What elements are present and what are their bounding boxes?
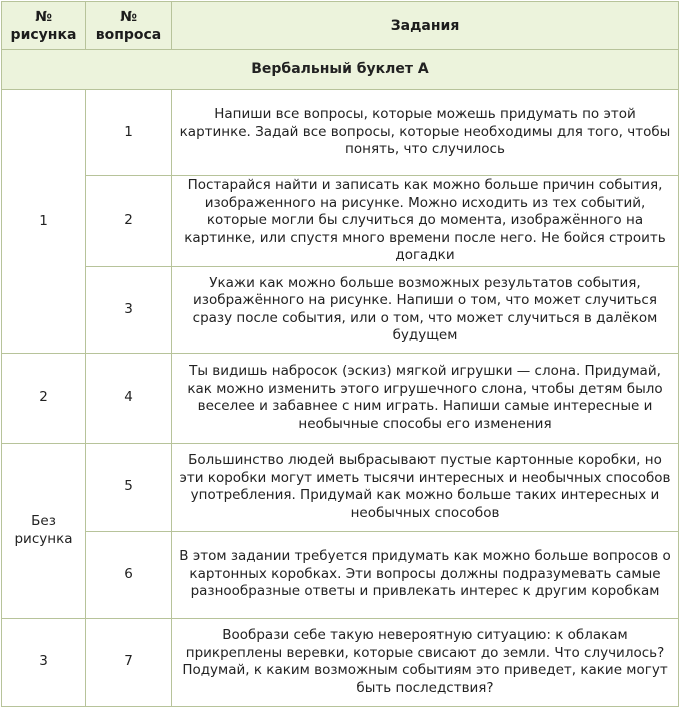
- header-tasks: Задания: [172, 2, 679, 50]
- table-row: [2, 266, 679, 353]
- task-text-cell: В этом задании требуется придумать как можно больше вопросов о картонных коробках. Эти вопросы должны подразумевать самые разнообразные ответы и привлекать интерес к другим коробкам: [172, 531, 679, 618]
- question-number-cell: 3: [86, 266, 172, 353]
- task-text-cell: Ты видишь набросок (эскиз) мягкой игрушки — слона. Придумай, как можно изменить этого игрушечного слона, чтобы детям было веселее и забавнее с ним играть. Напиши самые интересные и необычные способы его изменения: [172, 353, 679, 443]
- header-question-number: № вопроса: [86, 2, 172, 50]
- section-title: Вербальный буклет А: [2, 50, 679, 90]
- section-row: [2, 50, 679, 90]
- task-text-cell: Постарайся найти и записать как можно больше причин события, изображенного на рисунке. Можно исходить из тех событий, которые могли бы случиться до момента, изображённого на картинке, или спустя много времени после него. Не бойся строить догадки: [172, 176, 679, 267]
- header-row: [2, 2, 679, 50]
- task-text-cell: Укажи как можно больше возможных результатов события, изображённого на рисунке. Напиши о том, что может случиться сразу после события, или о том, что может случиться в далёком будущем: [172, 266, 679, 353]
- question-number-cell: 7: [86, 618, 172, 706]
- task-text-cell: Вообрази себе такую невероятную ситуацию: к облакам прикреплены веревки, которые свисают до земли. Что случилось? Подумай, к каким возможным событиям это приведет, какие могут быть последствия?: [172, 618, 679, 706]
- table-row: [2, 90, 679, 176]
- question-number-cell: 4: [86, 353, 172, 443]
- task-text-cell: Большинство людей выбрасывают пустые картонные коробки, но эти коробки могут иметь тысячи интересных и необычных способов употребления. Придумай как можно больше таких интересных и необычных способов: [172, 443, 679, 531]
- header-figure-number: № рисунка: [2, 2, 86, 50]
- table-row: [2, 618, 679, 706]
- figure-number-cell: 1: [2, 90, 86, 354]
- table-row: [2, 353, 679, 443]
- tasks-table: [1, 1, 679, 707]
- table-row: [2, 443, 679, 531]
- figure-number-cell: 2: [2, 353, 86, 443]
- task-text-cell: Напиши все вопросы, которые можешь придумать по этой картинке. Задай все вопросы, которые необходимы для того, чтобы понять, что случилось: [172, 90, 679, 176]
- question-number-cell: 6: [86, 531, 172, 618]
- table-row: [2, 531, 679, 618]
- question-number-cell: 1: [86, 90, 172, 176]
- figure-number-cell: Без рисунка: [2, 443, 86, 618]
- question-number-cell: 5: [86, 443, 172, 531]
- question-number-cell: 2: [86, 176, 172, 267]
- figure-number-cell: 3: [2, 618, 86, 706]
- table-row: [2, 176, 679, 267]
